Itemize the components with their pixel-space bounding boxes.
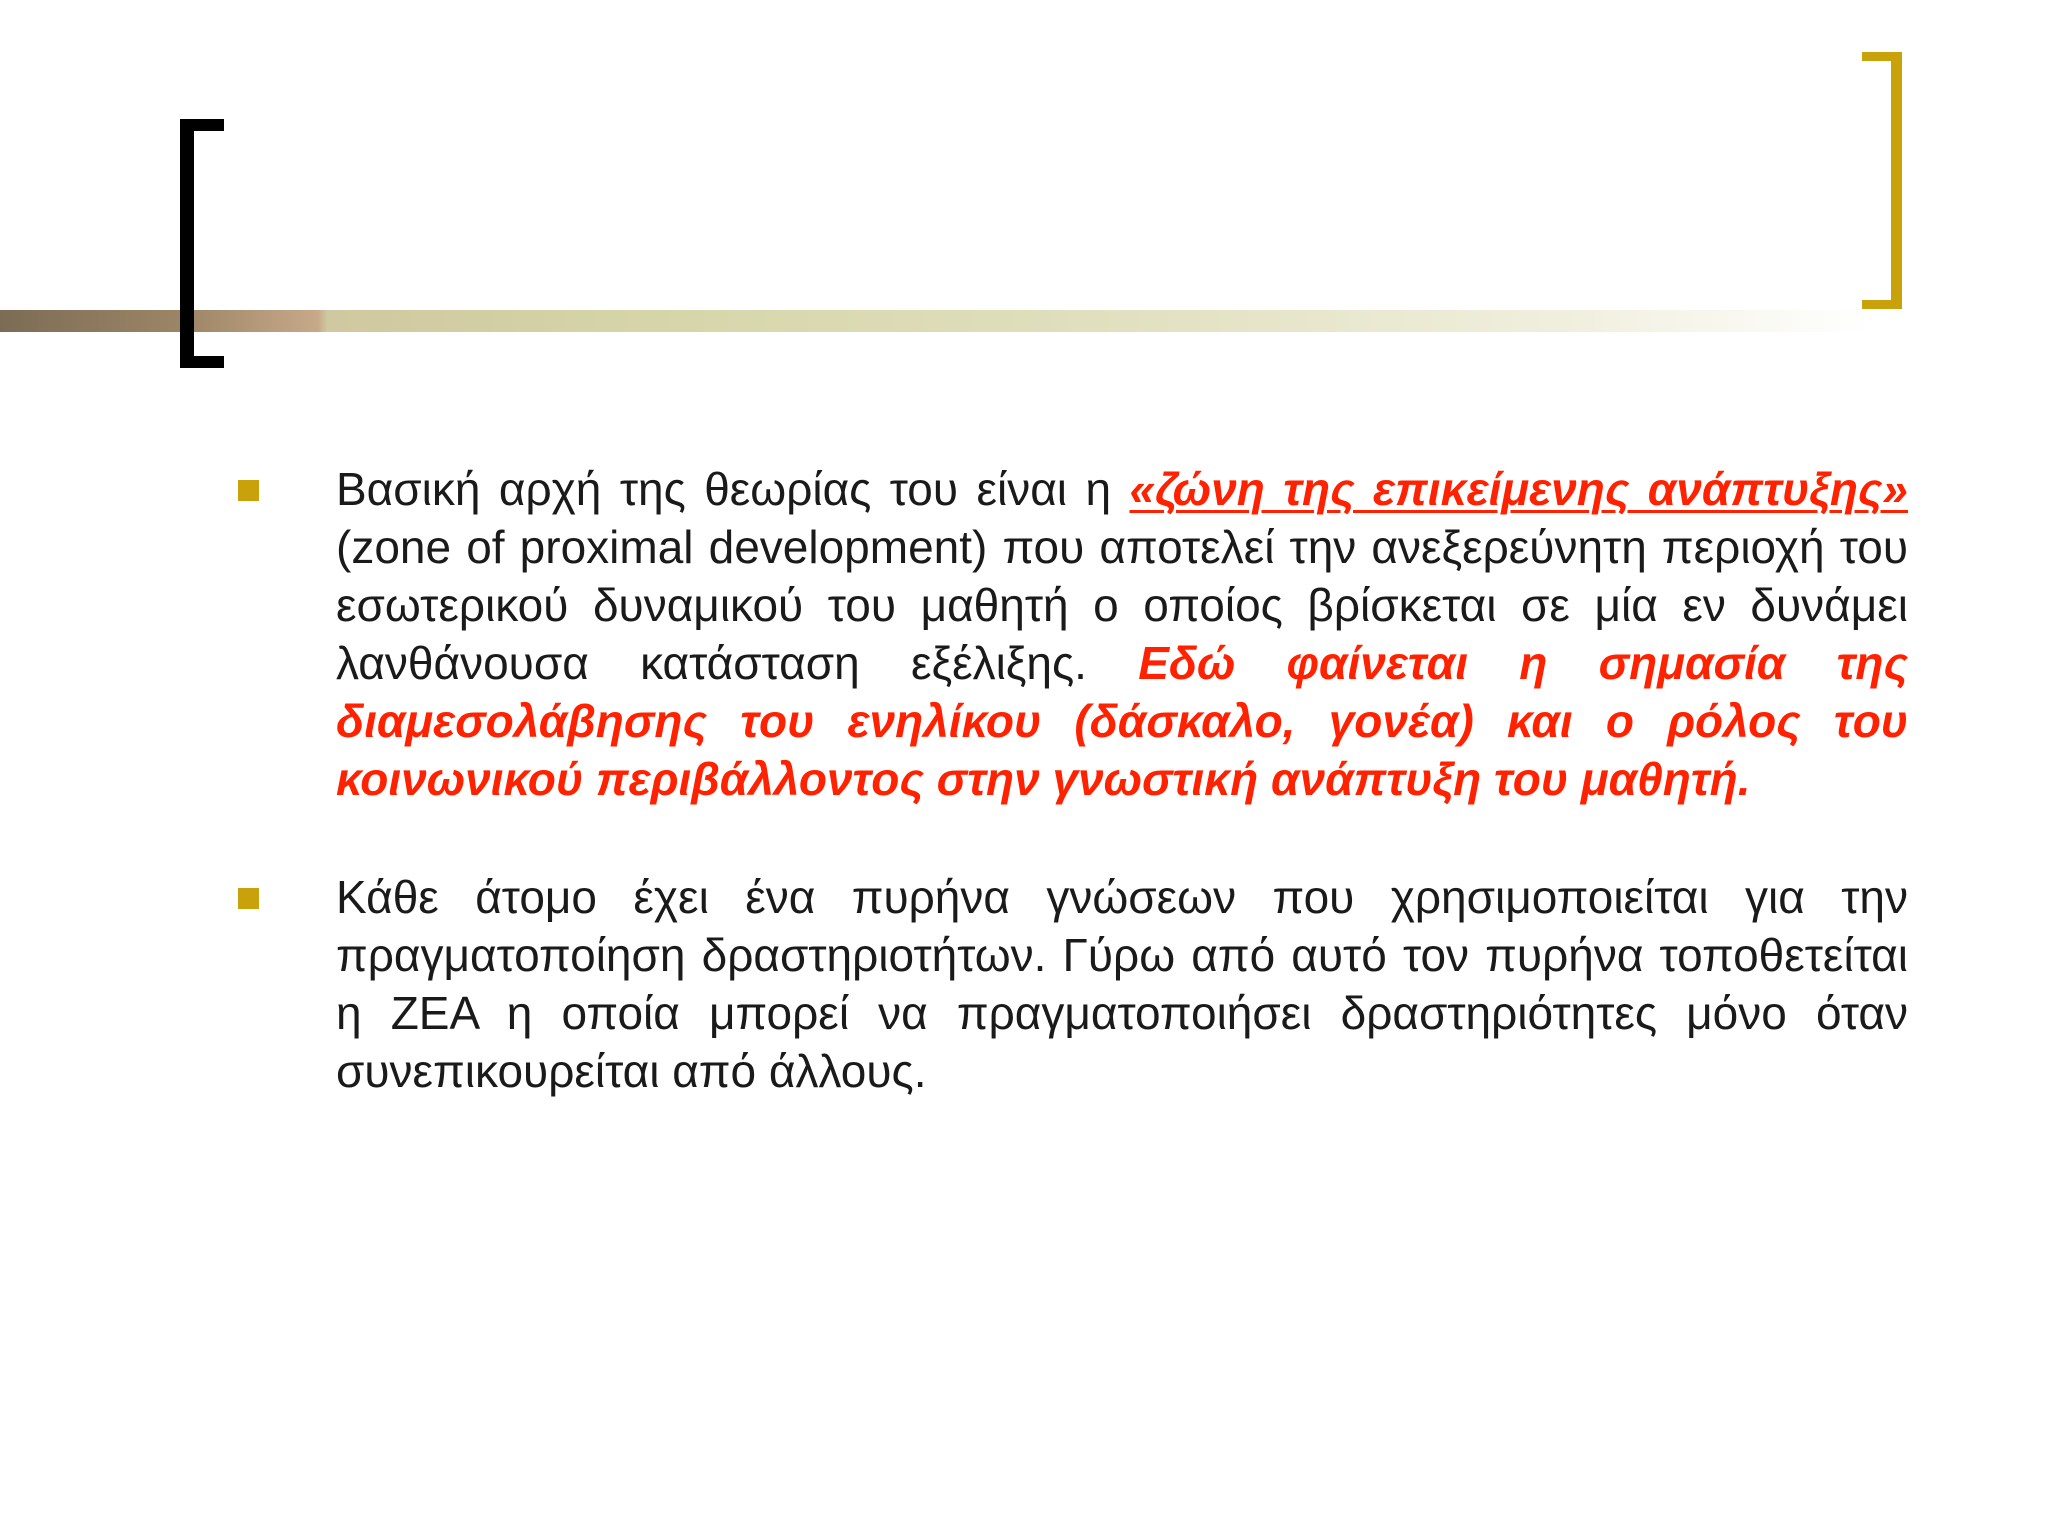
bullet-1-emphasis: Εδώ φαίνεται η σημασία της διαμεσολάβησης του ενηλίκου (δάσκαλο, γονέα) και ο ρόλος του κοινωνικού περιβάλλοντος στην γνωστική ανάπτυξη του μαθητή.: [336, 637, 1908, 805]
right-bracket-decoration: [1862, 52, 1902, 309]
square-bullet-icon: [238, 480, 259, 501]
title-gradient-bar: [0, 310, 1870, 332]
bullet-1-body: (zone of proximal development) που αποτελεί την ανεξερεύνητη περιοχή του εσωτερικού δυναμικού του μαθητή ο οποίος βρίσκεται σε μία εν δυνάμει λανθάνουσα κατάσταση εξέλιξης.: [336, 521, 1908, 689]
bullet-item-1: [236, 460, 1908, 808]
bullet-2-text: Κάθε άτομο έχει ένα πυρήνα γνώσεων που χρησιμοποιείται για την πραγματοποίηση δραστηριοτήτων. Γύρω από αυτό τον πυρήνα τοποθετείται η ΖΕΑ η οποία μπορεί να πραγματοποιήσει δραστηριότητες μόνο όταν συνεπικουρείται από άλλους.: [336, 871, 1908, 1097]
left-bracket-decoration: [180, 119, 224, 368]
square-bullet-icon: [238, 888, 259, 909]
slide-body: [236, 460, 1908, 1100]
zpd-term: «ζώνη της επικείμενης ανάπτυξης»: [1129, 463, 1908, 515]
bullet-1-intro: Βασική αρχή της θεωρίας του είναι η: [336, 463, 1130, 515]
bullet-item-2: [236, 868, 1908, 1100]
